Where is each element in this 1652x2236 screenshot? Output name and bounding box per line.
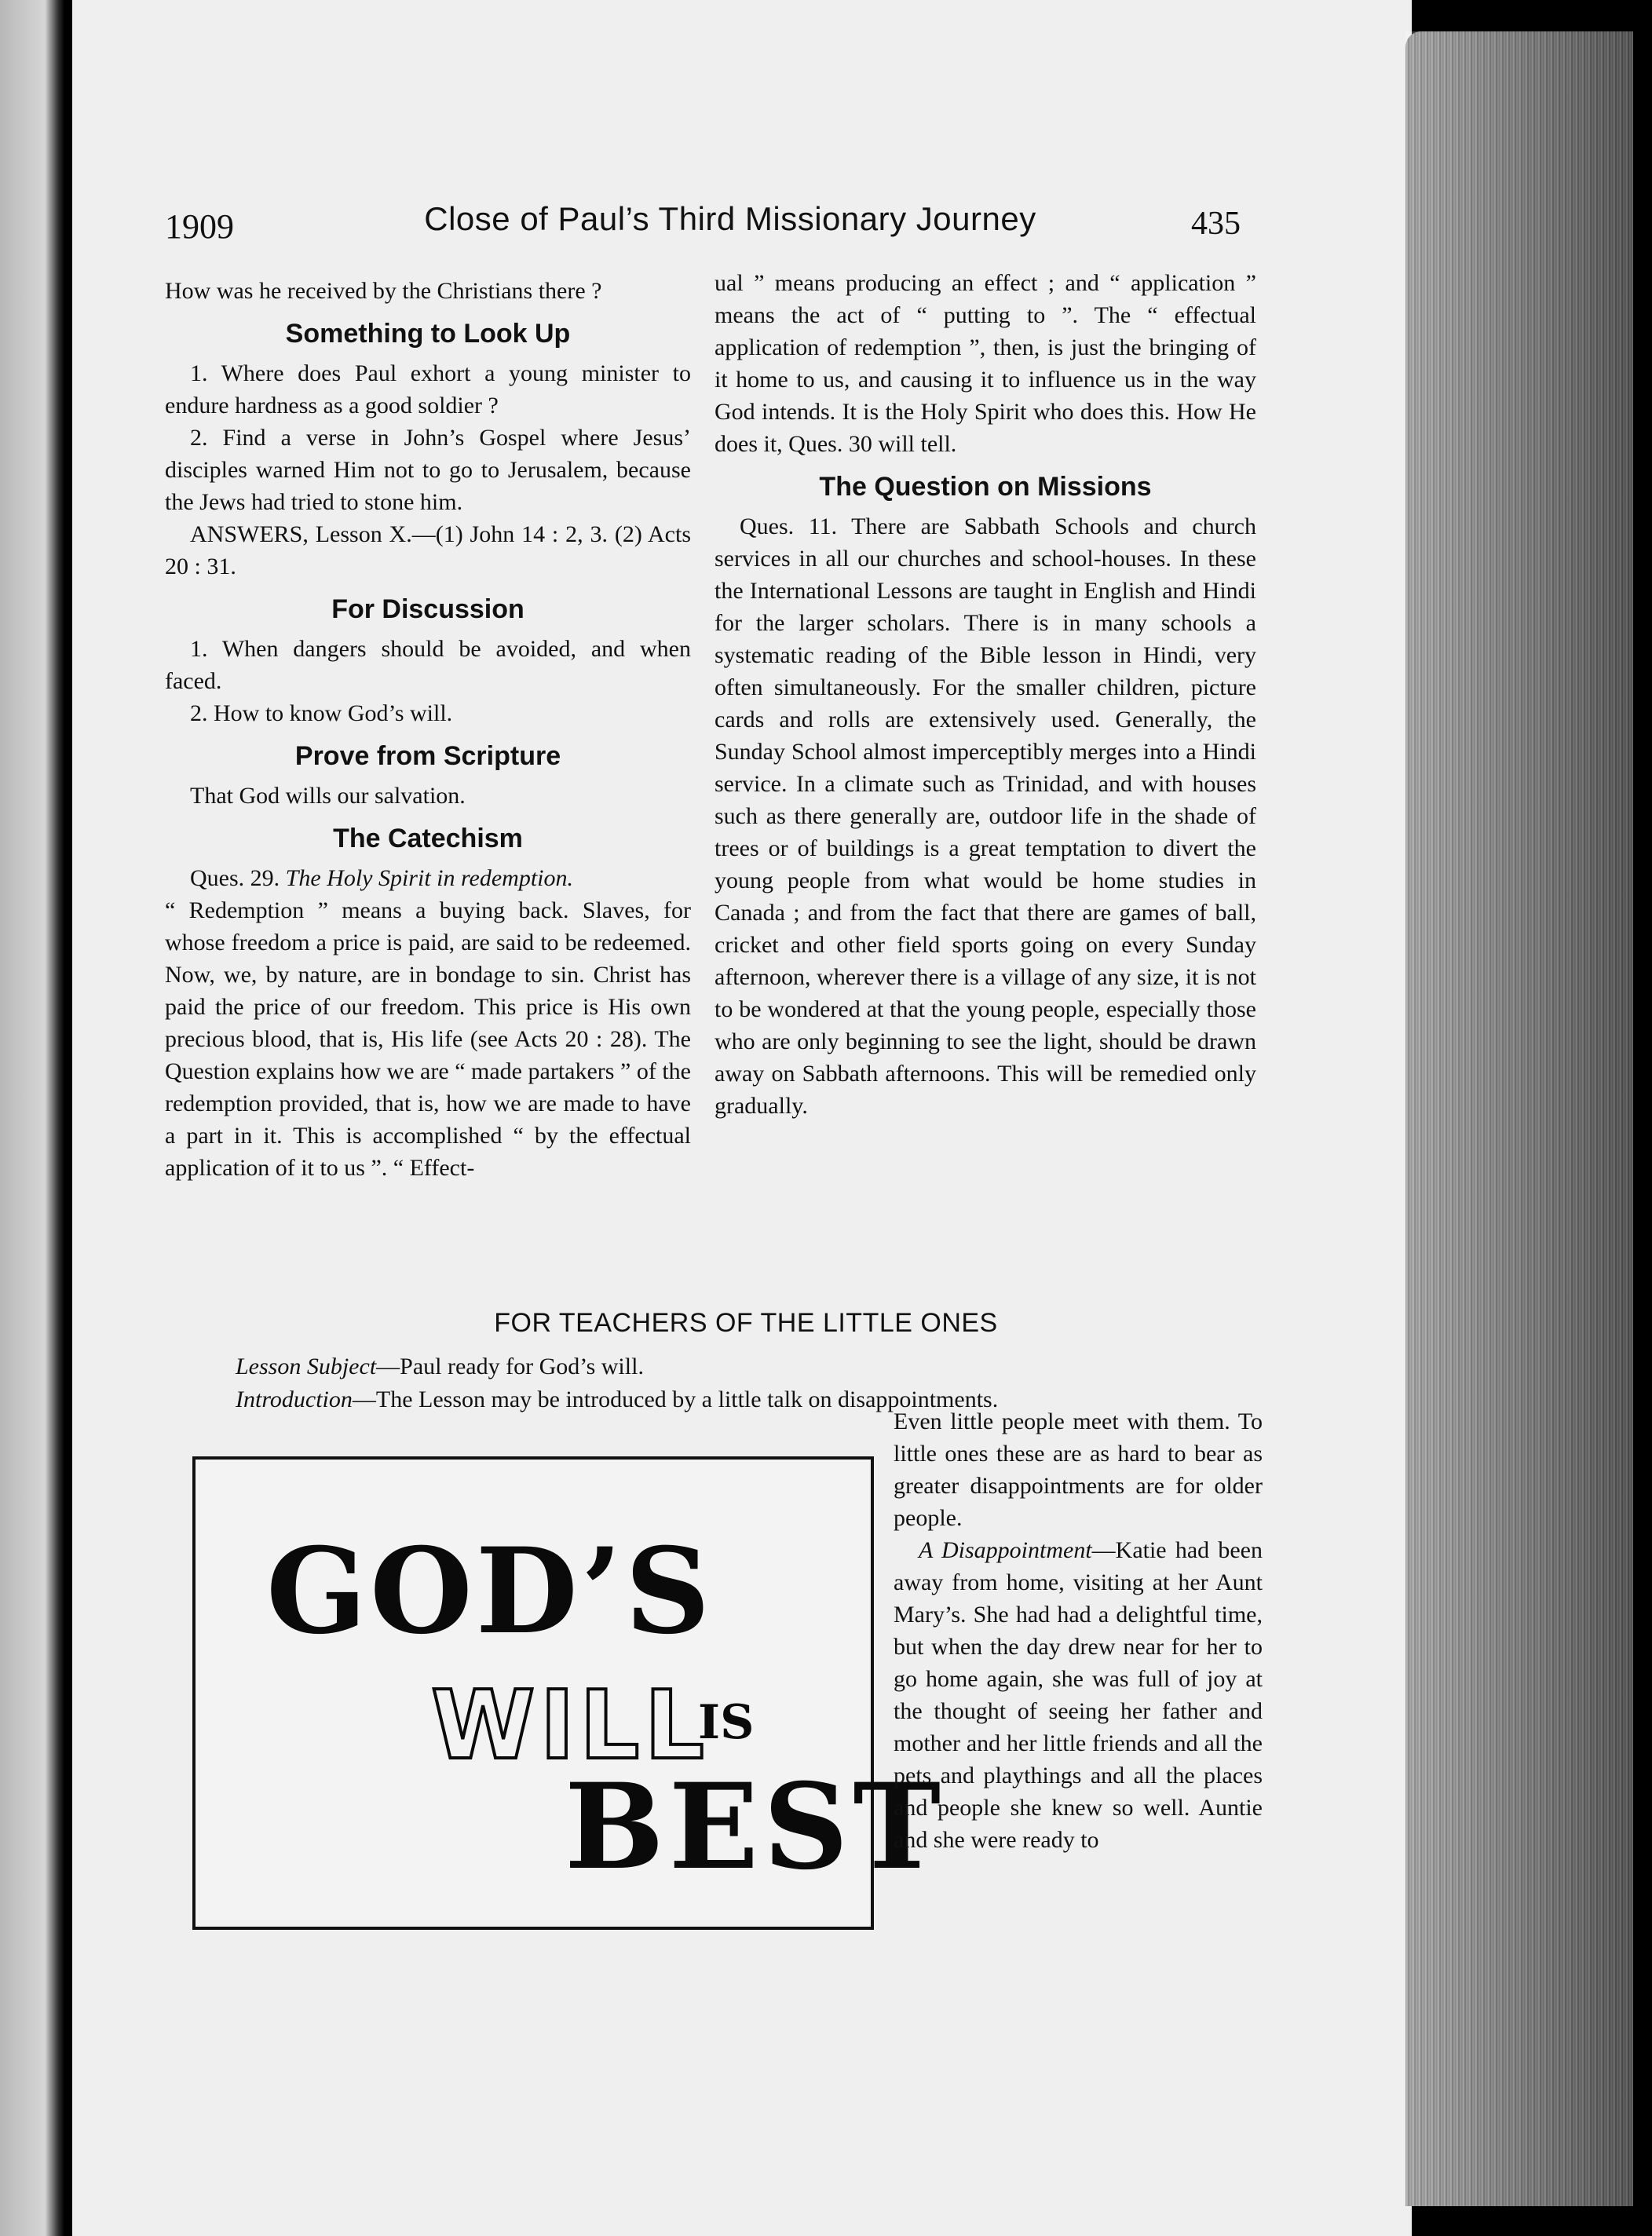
discussion-heading: For Discussion [331, 594, 524, 624]
gods-will-is-best-illustration [192, 1456, 946, 1930]
disappointment-text: —Katie had been away from home, visiting at her Aunt Mary’s. She had had a delightful time, but when the day drew near for her to go home again, she was full of joy at the thought of seeing her father and mother and her little friends and all the pets and playthings and all the places and people she knew so well. Auntie and she were ready to [894, 1537, 1263, 1853]
look-up-heading: Something to Look Up [285, 319, 571, 349]
intro-continued: Even little people meet with them. To little ones these are as hard to bear as greater disappointments are for older people. [894, 1408, 1263, 1531]
header-year: 1909 [165, 207, 234, 246]
opening-question: How was he received by the Christians there ? [165, 278, 602, 304]
scripture-heading: Prove from Scripture [294, 741, 561, 771]
catechism-ques-title: The Holy Spirit in redemption. [285, 865, 574, 891]
discussion-item-1: 1. When dangers should be avoided, and when faced. [165, 636, 691, 694]
facing-page-edge [0, 0, 64, 2236]
catechism-heading: The Catechism [333, 824, 523, 853]
catechism-text: “ Redemption ” means a buying back. Slaves, for whose freedom a price is paid, are said to be redeemed. Now, we, by nature, are in bondage to sin. Christ has paid the price of our freedom. This price is His own precious blood, that is, His life (see Acts 20 : 28). The Question explains how we are “ made partakers ” of the redemption provided, that is, how we are made to have a part in it. This is accomplished “ by the effectual application of it to us ”. “ Effect- [165, 897, 691, 1181]
look-up-item-1: 1. Where does Paul exhort a young minister to endure hardness as a good soldier ? [165, 360, 691, 418]
poster-word-will: WILL [431, 1672, 709, 1781]
disappointment-paragraph [894, 1534, 1263, 1856]
introduction-label: Introduction [236, 1387, 353, 1412]
poster-word-gods: GOD’S [266, 1522, 714, 1661]
teachers-side-column [894, 1405, 1263, 1856]
missions-text: Ques. 11. There are Sabbath Schools and church services in all our churches and school-houses. In these the International Lessons are taught in English and Hindi for the larger scholars. There is in many schools a systematic reading of the Bible lesson in Hindi, very often simultaneously. For the smaller children, picture cards and rolls are extensively used. Generally, the Sunday School almost imperceptibly merges into a Hindi service. In a climate such as Trinidad, and with houses such as there generally are, outdoor life in the shade of trees or of buildings is a great temptation to divert the young people from what would be home studies in Canada ; and from the fact that there are games of ball, cricket and other field sports going on every Sunday afternoon, wherever there is a village of any size, it is not to be wondered at that the young people, especially those who are only beginning to see the light, should be drawn away on Sabbath afternoons. This will be remedied only gradually. [715, 513, 1256, 1119]
running-head [165, 200, 1241, 255]
page-number: 435 [1191, 206, 1241, 242]
catechism-ques-label: Ques. 29. [190, 865, 280, 891]
poster-word-is: IS [698, 1695, 755, 1750]
discussion-item-2: 2. How to know God’s will. [190, 700, 453, 726]
header-title: Close of Paul’s Third Missionary Journey [424, 200, 1036, 237]
left-column [165, 275, 691, 1184]
catechism-question [165, 862, 691, 894]
answers: ANSWERS, Lesson X.—(1) John 14 : 2, 3. (2) Acts 20 : 31. [165, 521, 691, 579]
missions-heading: The Question on Missions [819, 472, 1152, 502]
introduction-text: —The Lesson may be introduced by a little talk on disappointments. [352, 1387, 999, 1412]
lesson-subject-text: —Paul ready for God’s will. [376, 1354, 644, 1379]
lesson-subject-label: Lesson Subject [236, 1354, 377, 1379]
look-up-item-2: 2. Find a verse in John’s Gospel where Jesus’ disciples warned Him not to go to Jerusalem, because the Jews had tried to stone him. [165, 425, 691, 515]
scripture-text: That God wills our salvation. [190, 783, 466, 809]
catechism-continuation: ual ” means producing an effect ; and “ application ” means the act of “ putting to ”. The “ effectual application of redemption ”, then, is just the bringing of it home to us, and causing it to influence us in the way God intends. It is the Holy Spirit who does this. How He does it, Ques. 30 will tell. [715, 270, 1256, 457]
right-column [715, 267, 1256, 1122]
page-block-shade [1405, 31, 1633, 2206]
poster-word-best: BEST [565, 1758, 946, 1896]
lesson-subject-line [236, 1350, 1264, 1383]
disappointment-label: A Disappointment [919, 1537, 1092, 1563]
page-block-edge [1405, 31, 1633, 2206]
teachers-heading: FOR TEACHERS OF THE LITTLE ONES [494, 1308, 998, 1338]
